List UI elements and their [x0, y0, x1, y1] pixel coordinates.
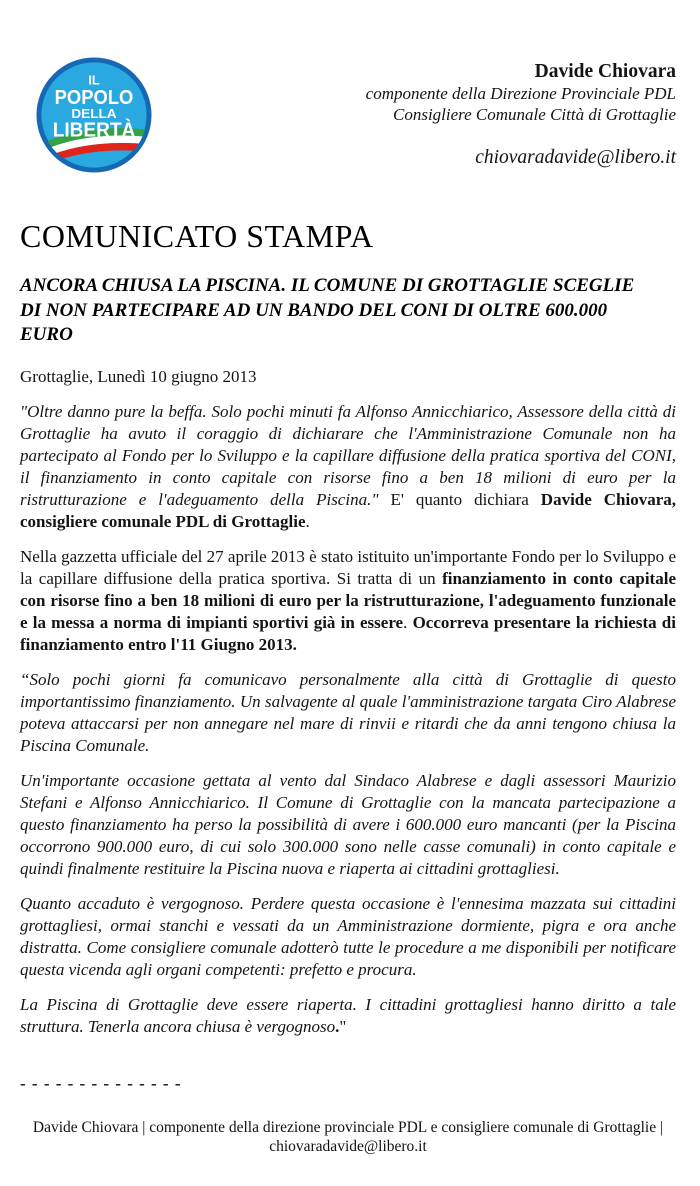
text-segment: Davide Chiovara, consigliere comunale PDL di Grottaglie — [20, 489, 677, 531]
text-segment: E' quanto dichiara — [390, 489, 541, 509]
document-title: COMUNICATO STAMPA — [20, 218, 374, 254]
paragraph — [20, 994, 676, 1038]
text-segment: "Oltre danno pure la beffa. Solo pochi minuti fa Alfonso Annicchiarico, Assessore della città di Grottaglie ha avuto il coraggio di dichiarare che l'Amministrazione Comunale non ha partecipato al Fondo per lo Sviluppo e la capillare diffusione della pratica sportiva del CONI, il finanziamento in conto capitale con risorse fino a ben 18 milioni di euro per la ristrutturazione e l'adeguamento della Piscina." — [20, 401, 676, 509]
text-segment: La Piscina di Grottaglie deve essere riaperta. I cittadini grottagliesi hanno diritto a tale struttura. Tenerla ancora chiusa è vergognoso — [20, 994, 676, 1036]
text-segment: . — [305, 511, 310, 531]
logo-text-della: DELLA — [71, 105, 118, 121]
author-role-1: componente della Direzione Provinciale PDL — [365, 83, 676, 103]
paragraph — [20, 893, 676, 981]
logo-text-il: IL — [88, 72, 100, 88]
text-segment: Nella gazzetta ufficiale del 27 aprile 2013 è stato istituito un'importante Fondo per lo Sviluppo e la capillare diffusione della pratica sportiva. Si tratta di un — [20, 546, 676, 588]
logo-text-popolo: POPOLO — [54, 86, 134, 110]
press-release-headline: ANCORA CHIUSA LA PISCINA. IL COMUNE DI GROTTAGLIE SCEGLIE DI NON PARTECIPARE AD UN BANDO DEL CONI DI OLTRE 600.000 EURO — [20, 275, 635, 345]
text-segment: . — [335, 1016, 340, 1036]
text-segment: Un'importante occasione gettata al vento dal Sindaco Alabrese e dagli assessori Maurizio Stefani e Alfonso Annicchiarico. Il Comune di Grottaglie con la mancata partecipazione a questo finanziamento ha perso la possibilità di avere i 600.000 euro mancanti (per la Piscina occorrono 900.000 euro, di cui solo 300.000 sono nelle casse comunali) in conto capitale e quindi finalmente restituire la Piscina nuova e riaperta ai cittadini grottagliesi. — [20, 770, 676, 878]
press-release-body — [20, 401, 676, 1038]
paragraph — [20, 770, 676, 880]
text-segment: " — [339, 1016, 347, 1036]
author-name: Davide Chiovara — [534, 61, 676, 82]
text-segment: finanziamento in conto capitale con risorse fino a ben 18 milioni di euro per la ristrutturazione, l'adeguamento funzionale e la messa a norma di impianti sportivi già in essere — [20, 568, 676, 632]
paragraph — [20, 401, 676, 533]
dateline: Grottaglie, Lunedì 10 giugno 2013 — [20, 366, 257, 386]
author-role-2: Consigliere Comunale Città di Grottaglie — [392, 104, 676, 124]
text-segment: “Solo pochi giorni fa comunicavo personalmente alla città di Grottaglie di questo importantissimo finanziamento. Un salvagente al quale l'amministrazione targata Ciro Alabrese poteva attaccarsi per non annegare nel mare di rinvii e ritardi che da anni tengono chiusa la Piscina Comunale. — [20, 669, 676, 755]
logo-text-liberta: LIBERTÀ — [52, 118, 136, 142]
author-email: chiovaradavide@libero.it — [475, 147, 676, 169]
paragraph — [20, 546, 676, 656]
text-segment: . — [403, 612, 413, 632]
page-header — [20, 0, 676, 174]
text-segment: Quanto accaduto è vergognoso. Perdere questa occasione è l'ennesima mazzata sui cittadini grottagliesi, ormai stanchi e vessati da un Amministrazione dormiente, pigra e ora anche distratta. Come consigliere comunale adotterò tutte le procedure a me disponibili per notificare questa vicenda agli organi competenti: prefetto e procura. — [20, 893, 676, 979]
paragraph — [20, 669, 676, 757]
dashed-separator: - - - - - - - - - - - - - - — [20, 1073, 182, 1093]
footer-signature: Davide Chiovara | componente della direzione provinciale PDL e consigliere comunale di Grottaglie | chiovaradavide@libero.it — [32, 1118, 664, 1155]
author-block — [366, 56, 676, 170]
pdl-logo-icon — [35, 56, 153, 174]
pdl-party-logo — [35, 56, 153, 174]
text-segment: Occorreva presentare la richiesta di finanziamento entro l'11 Giugno 2013. — [20, 612, 676, 654]
